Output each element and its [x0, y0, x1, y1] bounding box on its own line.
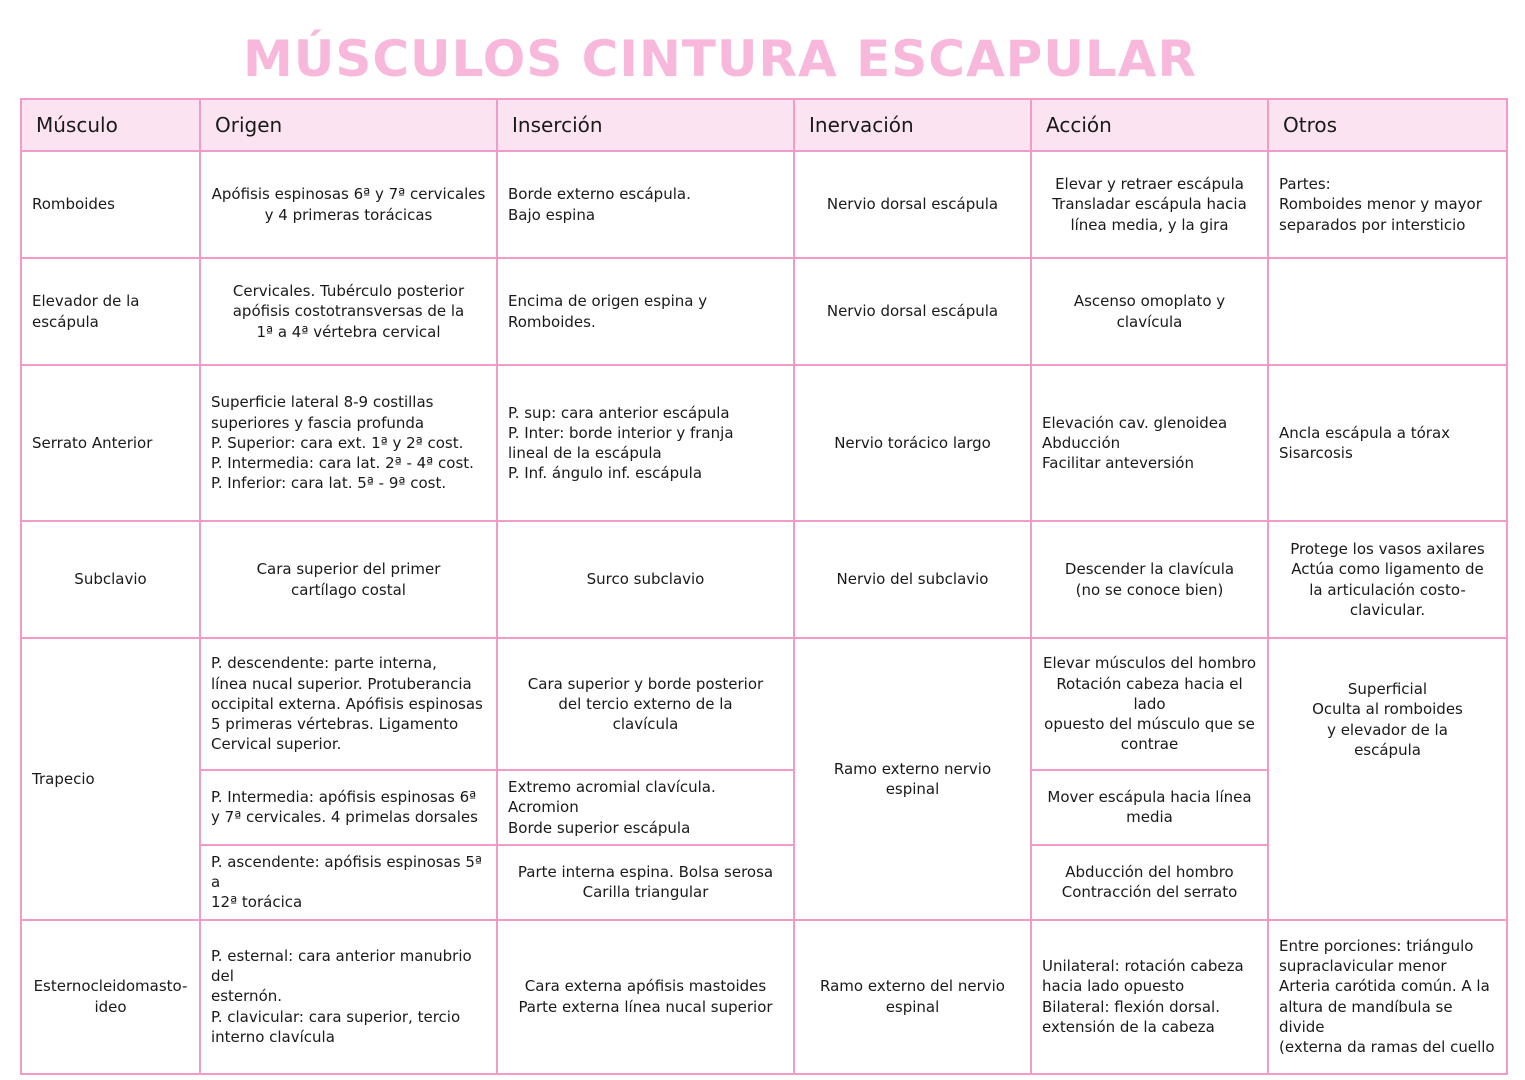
- text-line: P. Intermedia: apófisis espinosas 6ª: [211, 788, 477, 807]
- otros-cell: [1268, 151, 1507, 258]
- text-line: la articulación costo-: [1309, 580, 1466, 599]
- text-line: 5 primeras vértebras. Ligamento: [211, 715, 459, 734]
- text-line: Facilitar anteversión: [1042, 454, 1194, 473]
- text-line: Elevación cav. glenoidea: [1042, 413, 1228, 432]
- header-origen: Origen: [200, 99, 497, 151]
- text-line: occipital externa. Apófisis espinosas: [211, 694, 483, 713]
- header-inervacion: Inervación: [794, 99, 1031, 151]
- text-line: y 4 primeras torácicas: [264, 205, 433, 224]
- text-line: clavicular.: [1349, 600, 1426, 619]
- text-line: Ascenso omoplato y: [1073, 292, 1226, 311]
- text-line: superiores y fascia profunda: [211, 413, 425, 432]
- text-line: supraclavicular menor: [1279, 957, 1447, 975]
- page-title: MÚSCULOS CINTURA ESCAPULAR: [243, 30, 1197, 88]
- text-line: Cervicales. Tubérculo posterior: [232, 282, 465, 301]
- text-line: Arteria carótida común. A la: [1279, 977, 1490, 996]
- text-line: hacia lado opuesto: [1042, 977, 1185, 996]
- header-row: [21, 99, 1507, 151]
- text-line: esternón.: [211, 987, 283, 1006]
- text-line: Partes:: [1279, 175, 1331, 194]
- insercion-cell: [497, 638, 794, 770]
- text-line: P. ascendente: apófisis espinosas 5ª a: [211, 852, 482, 891]
- text-line: Actúa como ligamento de: [1291, 560, 1484, 579]
- origen-cell: [200, 920, 497, 1074]
- accion-cell: [1031, 258, 1268, 365]
- text-line: Sisarcosis: [1279, 444, 1353, 462]
- insercion-cell: [497, 258, 794, 365]
- text-line: P. Superior: cara ext. 1ª y 2ª cost.: [211, 433, 464, 452]
- accion-cell: [1031, 151, 1268, 258]
- text-line: y 7ª cervicales. 4 primelas dorsales: [211, 808, 478, 827]
- text-line: Transladar escápula hacia: [1052, 195, 1247, 214]
- text-line: P. esternal: cara anterior manubrio del: [211, 946, 472, 986]
- text-line: Cara externa apófisis mastoides: [524, 977, 767, 996]
- text-line: Protege los vasos axilares: [1290, 540, 1485, 558]
- accion-cell: [1031, 638, 1268, 770]
- accion-cell: [1031, 920, 1268, 1074]
- text-line: Oculta al romboides: [1312, 700, 1463, 719]
- text-line: Carilla triangular: [582, 883, 709, 902]
- musculo-cell: Trapecio: [21, 638, 200, 920]
- otros-cell: [1268, 920, 1507, 1074]
- insercion-cell: [497, 365, 794, 521]
- text-line: Encima de origen espina y: [508, 292, 708, 311]
- text-line: Abducción: [1042, 433, 1121, 452]
- header-musculo: Músculo: [21, 99, 200, 151]
- musculo-cell: [21, 258, 200, 365]
- text-line: Superficie lateral 8-9 costillas: [211, 393, 434, 412]
- text-line: Parte externa línea nucal superior: [518, 997, 773, 1016]
- musculo-cell: Romboides: [21, 151, 200, 258]
- inervacion-cell: Nervio dorsal escápula: [794, 151, 1031, 258]
- text-line: altura de mandíbula se divide: [1279, 997, 1453, 1036]
- accion-cell: [1031, 521, 1268, 638]
- text-line: y elevador de la: [1327, 720, 1448, 739]
- text-line: 12ª torácica: [211, 893, 303, 912]
- text-line: lineal de la escápula: [508, 444, 662, 462]
- text-line: Cervical superior.: [211, 735, 342, 754]
- text-line: cartílago costal: [291, 580, 406, 599]
- text-line: media: [1126, 808, 1173, 827]
- text-line: contrae: [1120, 735, 1179, 754]
- row-serrato-anterior: [21, 365, 1507, 521]
- text-line: ideo: [94, 997, 127, 1016]
- text-line: Mover escápula hacia línea: [1047, 788, 1252, 807]
- insercion-cell: Surco subclavio: [497, 521, 794, 638]
- inervacion-cell: Nervio del subclavio: [794, 521, 1031, 638]
- text-line: clavícula: [612, 715, 679, 734]
- text-line: Elevar músculos del hombro: [1042, 654, 1256, 673]
- musculo-cell: Serrato Anterior: [21, 365, 200, 521]
- origen-cell: [200, 151, 497, 258]
- text-line: P. clavicular: cara superior, tercio: [211, 1007, 461, 1026]
- text-line: Romboides.: [508, 312, 596, 331]
- text-line: separados por intersticio: [1279, 215, 1466, 234]
- accion-cell: [1031, 365, 1268, 521]
- text-line: línea nucal superior. Protuberancia: [211, 674, 472, 693]
- text-line: Cara superior y borde posterior: [527, 674, 764, 693]
- text-line: P. Intermedia: cara lat. 2ª - 4ª cost.: [211, 454, 474, 473]
- text-line: Cara superior del primer: [256, 560, 441, 579]
- text-line: Apófisis espinosas 6ª y 7ª cervicales: [211, 185, 486, 204]
- text-line: clavícula: [1116, 312, 1183, 331]
- text-line: escápula: [32, 312, 99, 331]
- text-line: Unilateral: rotación cabeza: [1042, 957, 1244, 975]
- text-line: Contracción del serrato: [1061, 883, 1238, 902]
- text-line: Extremo acromial clavícula. Acromion: [508, 778, 716, 817]
- otros-cell: [1268, 638, 1507, 920]
- header-accion: Acción: [1031, 99, 1268, 151]
- text-line: Abducción del hombro: [1065, 862, 1234, 881]
- text-line: (externa da ramas del cuello: [1279, 1038, 1495, 1056]
- text-line: Rotación cabeza hacia el lado: [1056, 674, 1243, 713]
- text-line: del tercio externo de la: [558, 694, 733, 713]
- origen-cell: [200, 258, 497, 365]
- text-line: extensión de la cabeza: [1042, 1017, 1215, 1036]
- insercion-cell: [497, 151, 794, 258]
- text-line: opuesto del músculo que se: [1044, 715, 1255, 734]
- text-line: Parte interna espina. Bolsa serosa: [517, 862, 774, 881]
- origen-cell: [200, 638, 497, 770]
- insercion-cell: [497, 845, 794, 920]
- accion-cell: [1031, 845, 1268, 920]
- accion-cell: [1031, 770, 1268, 845]
- text-line: apófisis costotransversas de la: [232, 302, 465, 321]
- origen-cell: [200, 365, 497, 521]
- origen-cell: [200, 521, 497, 638]
- inervacion-cell: Nervio torácico largo: [794, 365, 1031, 521]
- text-line: Descender la clavícula: [1064, 560, 1235, 579]
- otros-cell: [1268, 365, 1507, 521]
- otros-cell: [1268, 521, 1507, 638]
- musculo-cell: Subclavio: [21, 521, 200, 638]
- inervacion-cell: [794, 920, 1031, 1074]
- row-subclavio: [21, 521, 1507, 638]
- inervacion-cell: Ramo externo nervio espinal: [794, 638, 1031, 920]
- text-line: Superficial: [1347, 680, 1428, 698]
- text-line: interno clavícula: [211, 1027, 335, 1046]
- text-line: P. descendente: parte interna,: [211, 654, 437, 673]
- inervacion-cell: Nervio dorsal escápula: [794, 258, 1031, 365]
- text-line: P. Inferior: cara lat. 5ª - 9ª cost.: [211, 474, 447, 493]
- text-line: línea media, y la gira: [1070, 215, 1229, 234]
- insercion-cell: [497, 770, 794, 845]
- text-line: Elevar y retraer escápula: [1055, 175, 1244, 194]
- row-romboides: [21, 151, 1507, 258]
- text-line: P. sup: cara anterior escápula: [508, 403, 730, 422]
- text-line: espinal: [885, 997, 940, 1016]
- text-line: Esternocleidomasto-: [33, 977, 188, 996]
- text-line: Borde superior escápula: [508, 818, 691, 837]
- header-insercion: Inserción: [497, 99, 794, 151]
- row-esternocleidomastoideo: [21, 920, 1507, 1074]
- text-line: escápula: [1354, 740, 1421, 759]
- text-line: Elevador de la: [32, 292, 140, 311]
- text-line: Entre porciones: triángulo: [1279, 936, 1474, 955]
- row-elevador-escapula: [21, 258, 1507, 365]
- text-line: Ancla escápula a tórax: [1279, 423, 1451, 442]
- muscles-table: [20, 98, 1508, 1075]
- text-line: P. Inter: borde interior y franja: [508, 423, 734, 442]
- text-line: Romboides menor y mayor: [1279, 195, 1482, 214]
- text-line: P. Inf. ángulo inf. escápula: [508, 464, 703, 483]
- insercion-cell: [497, 920, 794, 1074]
- text-line: (no se conoce bien): [1075, 580, 1224, 599]
- text-line: Borde externo escápula.: [508, 185, 691, 204]
- text-line: 1ª a 4ª vértebra cervical: [256, 322, 441, 341]
- row-trapecio-descendente: [21, 638, 1507, 770]
- text-line: Ramo externo del nervio: [820, 977, 1005, 996]
- header-otros: Otros: [1268, 99, 1507, 151]
- text-line: Bajo espina: [508, 205, 596, 224]
- origen-cell: [200, 770, 497, 845]
- origen-cell: [200, 845, 497, 920]
- musculo-cell: [21, 920, 200, 1074]
- text-line: Bilateral: flexión dorsal.: [1042, 997, 1220, 1016]
- otros-cell: [1268, 258, 1507, 365]
